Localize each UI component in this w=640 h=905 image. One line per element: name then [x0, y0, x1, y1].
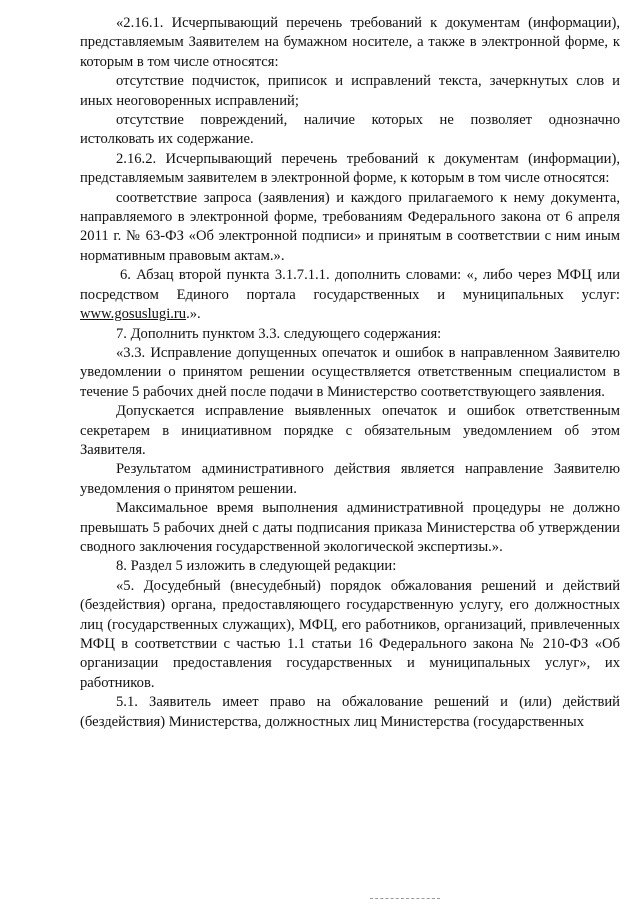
page-bottom-mark	[370, 898, 440, 901]
gosuslugi-link[interactable]: www.gosuslugi.ru	[80, 306, 187, 323]
item-6-tail: .».	[186, 306, 201, 323]
paragraph-corrections: Допускается исправление выявленных опечаток и ошибок ответственным секретарем в инициативном порядке с обязательным уведомлением об этом Заявителя.	[80, 403, 620, 458]
paragraph-item-8: 8. Раздел 5 изложить в следующей редакции:	[116, 558, 397, 575]
paragraph-result: Результатом административного действия является направление Заявителю уведомления о принятом решении.	[80, 461, 620, 497]
paragraph-2-16-1: «2.16.1. Исчерпывающий перечень требований к документам (информации), представляемым Заявителем на бумажном носителе, а также в электронной форме, к которым в том числе относятся:	[80, 15, 620, 70]
document-body	[80, 14, 620, 732]
paragraph-no-erasures: отсутствие подчисток, приписок и исправлений текста, зачеркнутых слов и иных неоговоренных исправлений;	[80, 73, 620, 109]
paragraph-2-16-2: 2.16.2. Исчерпывающий перечень требований к документам (информации), представляемым заявителем в электронной форме, к которым в том числе относятся:	[80, 150, 620, 187]
paragraph-5-1: 5.1. Заявитель имеет право на обжалование решений и (или) действий (бездействия) Министерства, должностных лиц Министерства (государственных	[80, 694, 620, 730]
item-6-text: 6. Абзац второй пункта 3.1.7.1.1. дополнить словами: «, либо через МФЦ или посредством Единого портала государственных и муниципальных услуг:	[80, 267, 620, 303]
paragraph-item-6	[80, 266, 620, 324]
paragraph-section-5: «5. Досудебный (внесудебный) порядок обжалования решений и действий (бездействия) органа, предоставляющего государственную услугу, его должностных лиц (государственных служащих), МФЦ, его работников, организаций, привлеченных МФЦ в соответствии с частью 1.1 статьи 16 Федерального закона № 210-ФЗ «Об организации предоставления государственных и муниципальных услуг», их работников.	[80, 577, 620, 691]
paragraph-no-damage: отсутствие повреждений, наличие которых не позволяет однозначно истолковать их содержание.	[80, 112, 620, 148]
paragraph-electronic-signature: соответствие запроса (заявления) и каждого прилагаемого к нему документа, направляемого в электронной форме, требованиям Федерального закона от 6 апреля 2011 г. № 63-ФЗ «Об электронной подписи» и принятым в соответствии с ним иным нормативным правовым актам.».	[80, 189, 620, 264]
paragraph-3-3: «3.3. Исправление допущенных опечаток и ошибок в направленном Заявителю уведомлении о принятом решении осуществляется ответственным специалистом в течение 5 рабочих дней после подачи в Министерство соответствующего заявления.	[80, 344, 620, 400]
paragraph-max-time: Максимальное время выполнения административной процедуры не должно превышать 5 рабочих дней с даты подписания приказа Министерства об утверждении сводного заключения государственной экологической экспертизы.».	[80, 500, 620, 555]
paragraph-item-7: 7. Дополнить пунктом 3.3. следующего содержания:	[116, 325, 442, 342]
